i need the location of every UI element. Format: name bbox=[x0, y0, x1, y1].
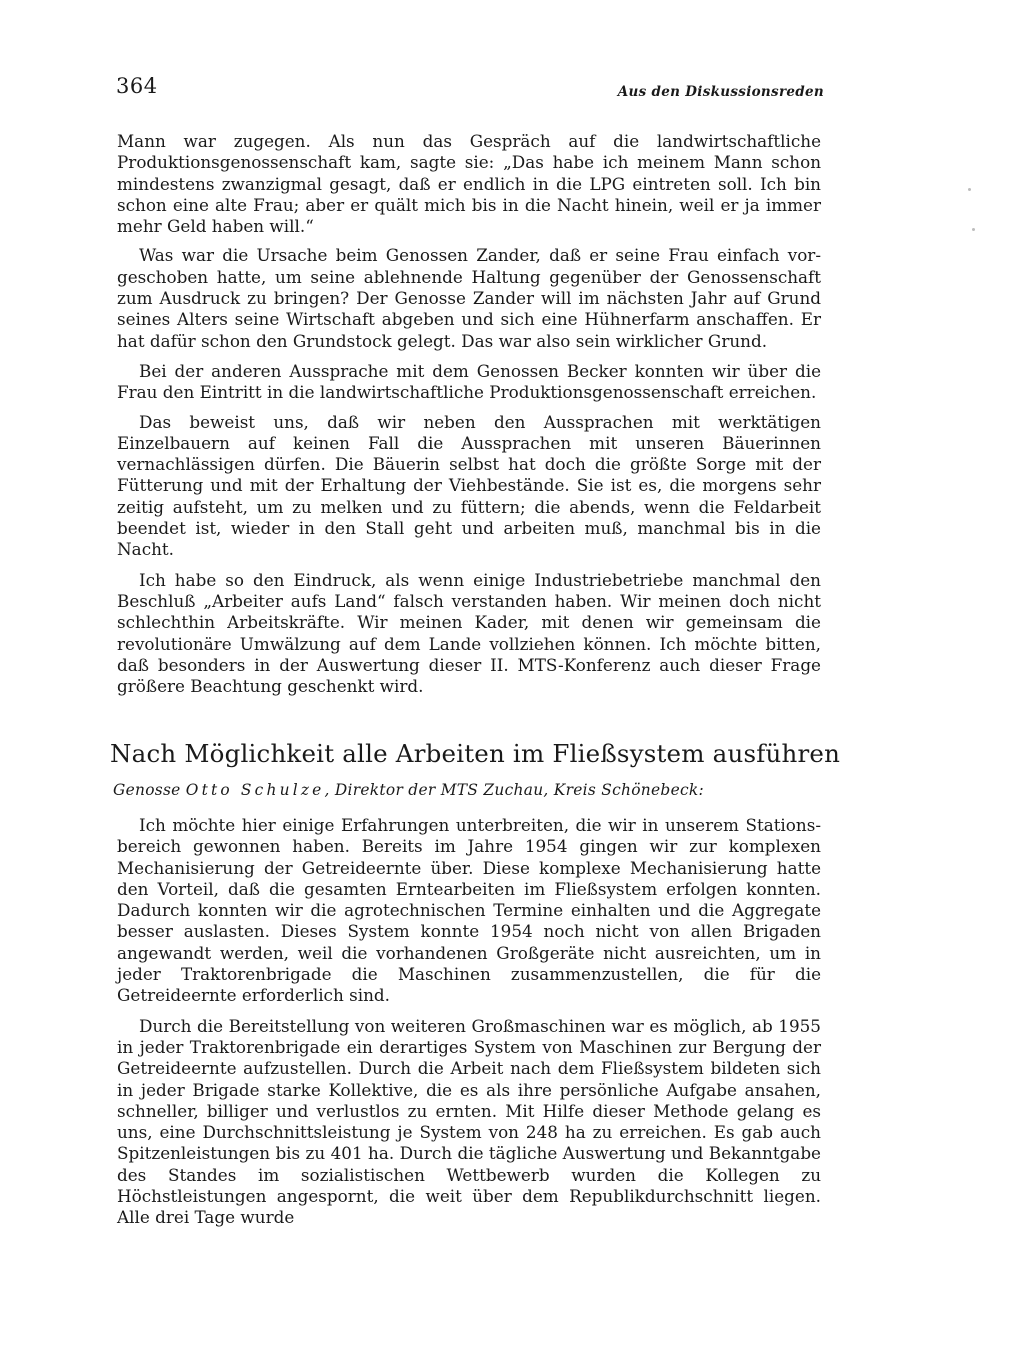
running-head bbox=[116, 74, 824, 104]
running-title: Aus den Diskussionsreden bbox=[617, 84, 824, 100]
paragraph: Mann war zugegen. Als nun das Gespräch auf die landwirtschaftliche Produktionsgenossenschaft kam, sagte sie: „Das habe ich meinem Mann schon mindestens zwanzigmal gesagt, daß er endlich in die LPG eintreten soll. Ich bin schon eine alte Frau; aber er quält mich bis in die Nacht hinein, weil er ja immer mehr Geld haben will.“ bbox=[117, 131, 821, 237]
section-1-text bbox=[117, 131, 821, 697]
paragraph: Durch die Bereitstellung von weiteren Großmaschinen war es möglich, ab 1955 in jeder Traktorenbrigade ein derartiges System von Maschinen zur Bergung der Getreideernte aufzustellen. Durch die Arbeit nach dem Fließsystem bildeten sich in jeder Brigade starke Kollektive, die es als ihre persönliche Aufgabe ansahen, schneller, billiger und verlustlos zu ernten. Mit Hilfe dieser Methode gelang es uns, eine Durchschnittsleistung je System von 248 ha zu erreichen. Es gab auch Spitzenleistungen bis zu 401 ha. Durch die tägliche Auswertung und Bekanntgabe des Standes im sozialistischen Wettbewerb wurden die Kollegen zu Höchstleistungen angespornt, die weit über dem Republikdurchschnitt liegen. Alle drei Tage wurde bbox=[117, 1015, 821, 1228]
paragraph: Ich habe so den Eindruck, als wenn einige Industriebetriebe manchmal den Beschluß „Arbeiter aufs Land“ falsch verstanden haben. Wir meinen doch nicht schlechthin Arbeitskräfte. Wir meinen Kader, mit denen wir gemeinsam die revolutionäre Umwälzung auf dem Lande vollziehen können. Ich möchte bitten, daß besonders in der Auswertung dieser II. MTS-Konferenz auch dieser Frage größere Beachtung geschenkt wird. bbox=[117, 569, 821, 697]
paragraph: Was war die Ursache beim Genossen Zander, daß er seine Frau einfach vorgeschoben hatte, um seine ablehnende Haltung gegenüber der Genossenschaft zum Ausdruck zu bringen? Der Genosse Zander will im nächsten Jahr auf Grund seines Alters seine Wirtschaft abgeben und sich eine Hühnerfarm anschaffen. Er hat dafür schon den Grundstock gelegt. Das war also sein wirklicher Grund. bbox=[117, 245, 821, 351]
scan-speck bbox=[968, 188, 971, 191]
page-number: 364 bbox=[116, 74, 158, 98]
paragraph: Ich möchte hier einige Erfahrungen unterbreiten, die wir in unserem Stationsbereich gewonnen haben. Bereits im Jahre 1954 gingen wir zur komplexen Mechanisierung der Getreideernte über. Diese komplexe Mechanisierung hatte den Vorteil, daß die gesamten Erntearbeiten im Fließsystem erfolgen konnten. Dadurch konnten wir die agrotechnischen Termine einhalten und die Aggregate besser auslasten. Dieses System konnte 1954 noch nicht von allen Brigaden angewandt werden, weil die vorhandenen Großgeräte nicht ausreichten, um in jeder Traktorenbrigade die Maschinen zusammenzustellen, die für die Getreideernte erforderlich sind. bbox=[117, 815, 821, 1006]
paragraph: Bei der anderen Aussprache mit dem Genossen Becker konnten wir über die Frau den Eintritt in die landwirtschaftliche Produktionsgenossenschaft erreichen. bbox=[117, 360, 821, 403]
speaker-prefix: Genosse bbox=[113, 781, 186, 799]
speaker-affiliation: , Direktor der MTS Zuchau, Kreis Schönebeck: bbox=[324, 781, 705, 799]
section-heading: Nach Möglichkeit alle Arbeiten im Fließsystem ausführen bbox=[110, 739, 841, 768]
section-2-text bbox=[117, 815, 821, 1229]
scan-speck bbox=[972, 228, 975, 231]
speaker-line bbox=[113, 780, 827, 800]
paragraph: Das beweist uns, daß wir neben den Aussprachen mit werktätigen Einzelbauern auf keinen Fall die Aussprachen mit unseren Bäuerinnen vernachlässigen dürfen. Die Bäuerin selbst hat doch die größte Sorge mit der Fütterung und mit der Erhaltung der Viehbestände. Sie ist es, die morgens sehr zeitig aufsteht, um zu melken und zu füttern; die abends, wenn die Feldarbeit beendet ist, wieder in den Stall geht und arbeiten muß, manchmal bis in die Nacht. bbox=[117, 411, 821, 560]
speaker-name: Otto Schulze bbox=[185, 781, 325, 799]
